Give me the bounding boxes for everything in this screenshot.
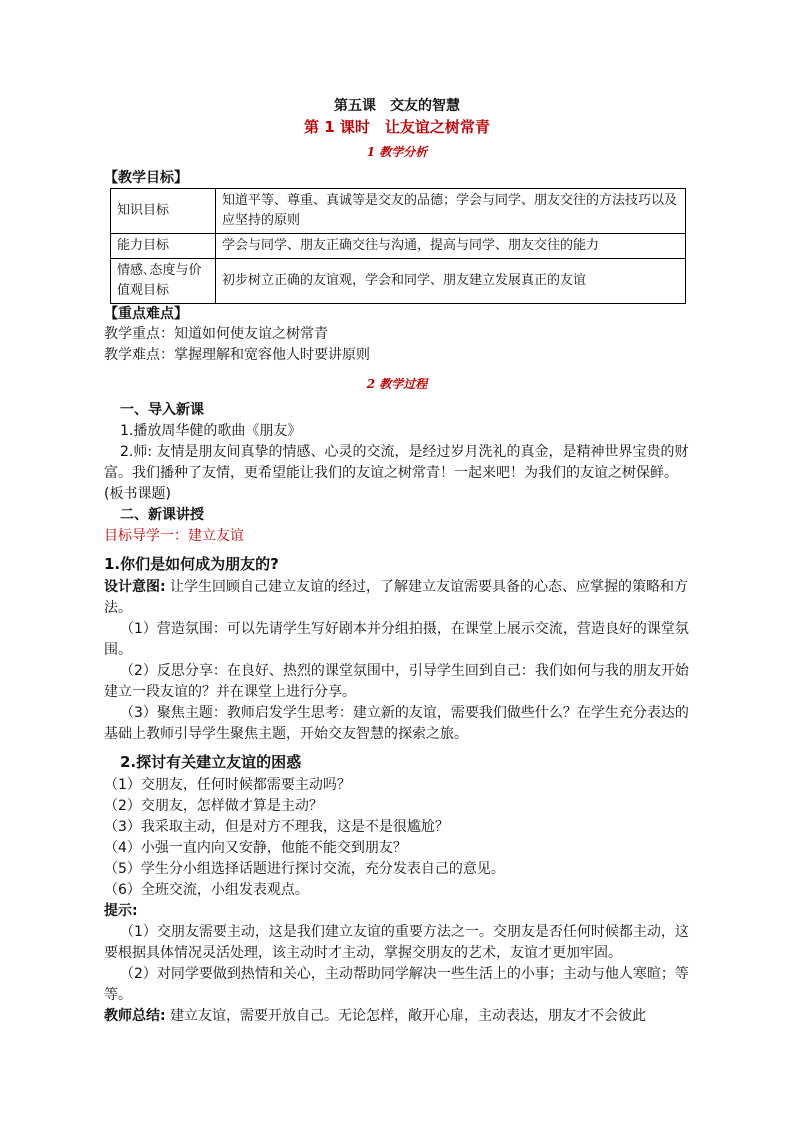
list-item: （3）聚焦主题：教师启发学生思考：建立新的友谊，需要我们做些什么？在学生充分表达的基础上教师引导学生聚焦主题，开始交友智慧的探索之旅。 [104,705,689,742]
list-item: （2）交朋友，怎样做才算是主动？ [104,798,323,814]
table-row [111,234,686,259]
objectives-table [110,188,686,304]
difficult-point: 教学难点：掌握理解和宽容他人时要讲原则 [104,347,370,363]
teacher-summary [104,1006,690,1027]
lesson-title: 第五课 交友的智慧 [334,98,460,114]
key-point: 教学重点：知道如何使友谊之树常青 [104,326,328,342]
period-title: 第 1 课时 让友谊之树常青 [304,118,490,136]
question-title: 1.你们是如何成为朋友的? [104,555,279,573]
list-item: （5）学生分小组选择话题进行探讨交流，充分发表自己的意见。 [104,861,505,877]
design-intent-label: 设计意图: [104,579,166,595]
design-intent [104,577,690,619]
table-row [111,189,686,234]
table-row [111,259,686,304]
objective-key: 知识目标 [111,189,216,234]
list-item: （1）交朋友，任何时候都需要主动吗？ [104,777,351,793]
objective-key: 情感､态度与价值观目标 [111,259,216,304]
objective-value: 知道平等、尊重、真诚等是交友的品德；学会与同学、朋友交往的方法技巧以及应坚持的原则 [216,189,686,234]
objective-value: 学会与同学、朋友正确交往与沟通，提高与同学、朋友交往的能力 [216,234,686,259]
section-heading-process: 2 教学过程 [366,377,428,391]
summary-label: 教师总结: [104,1008,166,1024]
objectives-heading: 【教学目标】 [104,170,188,186]
list-item: 2.师: 友情是朋友间真挚的情感、心灵的交流，是经过岁月洗礼的真金，是精神世界宝贵的财富。我们播种了友情，更希望能让我们的友谊之树常青！一起来吧！为我们的友谊之树保鲜。(板书课题) [104,444,689,502]
question-title: 2.探讨有关建立友谊的困惑 [120,753,302,771]
objective-value: 初步树立正确的友谊观，学会和同学、朋友建立发展真正的友谊 [216,259,686,304]
list-item: （2）反思分享：在良好、热烈的课堂氛围中，引导学生回到自己：我们如何与我的朋友开始建立一段友谊的？并在课堂上进行分享。 [104,663,689,700]
list-item: 1.播放周华健的歌曲《朋友》 [120,423,302,439]
summary-text: 建立友谊，需要开放自己。无论怎样，敞开心扉，主动表达，朋友才不会彼此 [165,1008,647,1024]
keypoints-heading: 【重点难点】 [104,306,188,322]
goal-heading: 目标导学一：建立友谊 [104,528,244,544]
list-item: （4）小强一直内向又安静，他能不能交到朋友？ [104,840,407,856]
list-item: （3）我采取主动，但是对方不理我，这是不是很尴尬？ [104,819,449,835]
list-item: （6）全班交流，小组发表观点。 [104,882,309,898]
part1-title: 一、导入新课 [120,402,204,418]
objective-key: 能力目标 [111,234,216,259]
list-item: （1）营造氛围：可以先请学生写好剧本并分组拍摄，在课堂上展示交流，营造良好的课堂氛围。 [104,621,689,658]
part2-title: 二、新课讲授 [120,507,204,523]
list-item: （2）对同学要做到热情和关心，主动帮助同学解决一些生活上的小事；主动与他人寒暄；等等。 [104,966,689,1003]
list-item: （1）交朋友需要主动，这是我们建立友谊的重要方法之一。交朋友是否任何时候都主动，这要根据具体情况灵活处理，该主动时才主动，掌握交朋友的艺术，友谊才更加牢固。 [104,924,689,961]
section-heading-analysis: 1 教学分析 [366,145,428,159]
tip-label: 提示: [104,903,138,919]
document-page [104,96,690,1027]
design-intent-text: 让学生回顾自己建立友谊的经过，了解建立友谊需要具备的心态、应掌握的策略和方法。 [104,579,689,616]
